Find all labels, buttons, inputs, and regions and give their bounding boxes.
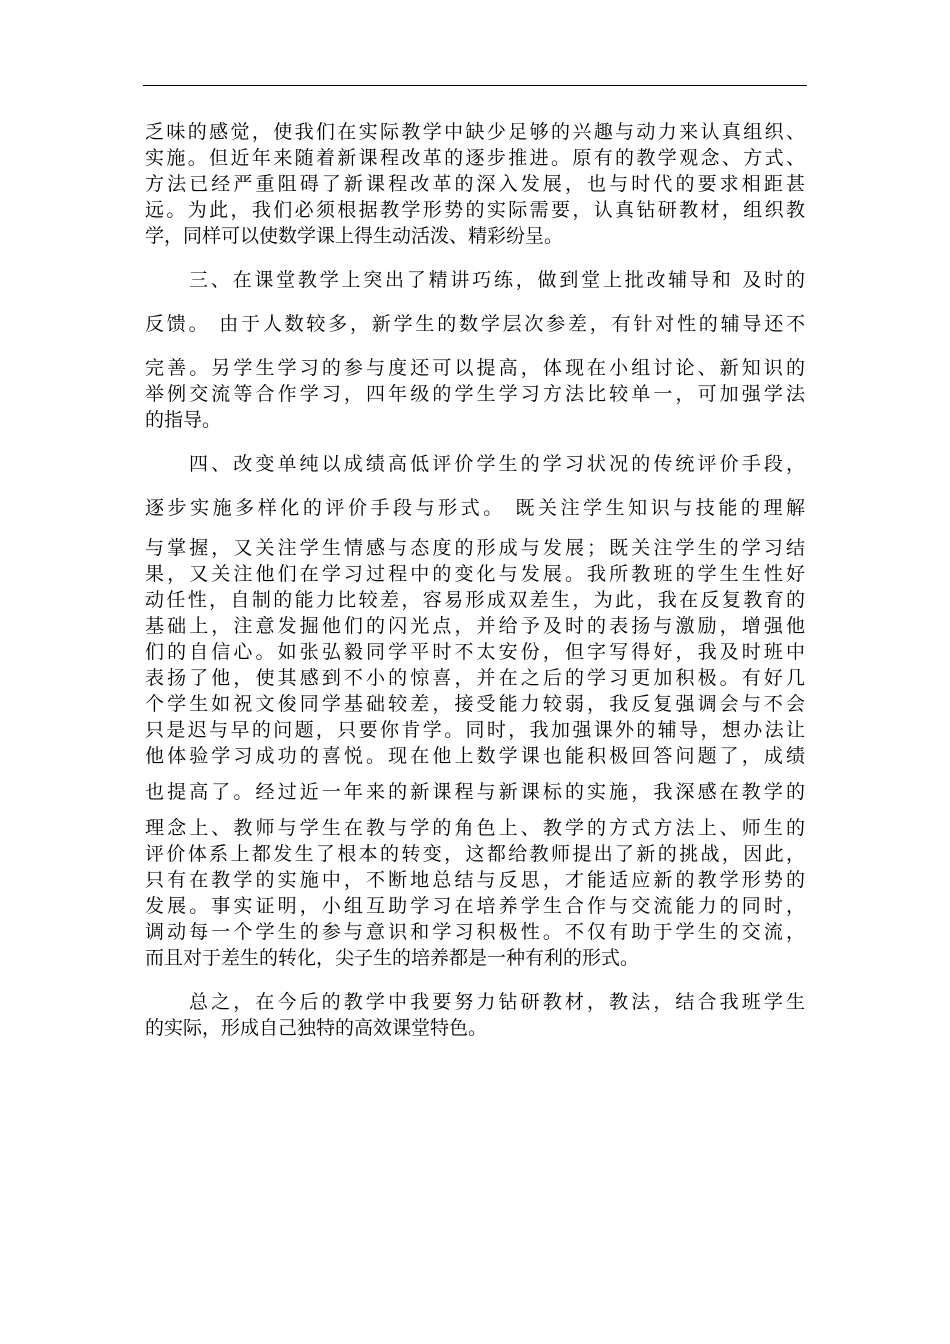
text-line: 基础上，注意发掘他们的闪光点，并给予及时的表扬与激励，增强他 (145, 615, 805, 637)
text-line: 总之，在今后的教学中我要努力钻研教材，教法，结合我班学生 (189, 991, 805, 1013)
text-line: 只有在教学的实施中，不断地总结与反思，才能适应新的教学形势的 (145, 869, 805, 891)
text-line: 表扬了他，使其感到不小的惊喜，并在之后的学习更加积极。有好几 (145, 667, 805, 689)
text-line: 调动每一个学生的参与意识和学习积极性。不仅有助于学生的交流， (145, 921, 805, 943)
text-line: 果，又关注他们在学习过程中的变化与发展。我所教班的学生生性好 (145, 563, 805, 585)
text-line: 乏味的感觉，使我们在实际教学中缺少足够的兴趣与动力来认真组织、 (145, 121, 805, 143)
header-rule (143, 85, 807, 86)
text-line: 远。为此，我们必须根据教学形势的实际需要，认真钻研教材，组织教 (145, 199, 805, 221)
text-line: 反馈。 由于人数较多，新学生的数学层次参差，有针对性的辅导还不 (145, 313, 805, 335)
text-line: 方法已经严重阻碍了新课程改革的深入发展，也与时代的要求相距甚 (145, 173, 805, 195)
text-line: 与掌握，又关注学生情感与态度的形成与发展；既关注学生的学习结 (145, 537, 805, 559)
text-line: 理念上、教师与学生在教与学的角色上、教学的方式方法上、师生的 (145, 817, 805, 839)
text-line: 个学生如祝文俊同学基础较差，接受能力较弱，我反复强调会与不会 (145, 693, 805, 715)
text-line: 逐步实施多样化的评价手段与形式。 既关注学生知识与技能的理解 (145, 497, 805, 519)
text-line: 四、改变单纯以成绩高低评价学生的学习状况的传统评价手段， (189, 453, 805, 475)
body-text (145, 119, 805, 1041)
text-line: 发展。事实证明，小组互助学习在培养学生合作与交流能力的同时， (145, 895, 805, 917)
text-line: 评价体系上都发生了根本的转变，这都给教师提出了新的挑战，因此， (145, 843, 805, 865)
text-line: 实施。但近年来随着新课程改革的逐步推进。原有的教学观念、方式、 (145, 147, 805, 169)
text-line: 完善。另学生学习的参与度还可以提高，体现在小组讨论、新知识的 (145, 357, 805, 379)
text-line: 他体验学习成功的喜悦。现在他上数学课也能积极回答问题了，成绩 (145, 745, 805, 767)
text-line: 的实际，形成自己独特的高效课堂特色。 (145, 1017, 488, 1039)
text-line: 而且对于差生的转化，尖子生的培养都是一种有利的形式。 (145, 947, 640, 969)
text-line: 们的自信心。如张弘毅同学平时不太安份，但字写得好，我及时班中 (145, 641, 805, 663)
text-line: 三、在课堂教学上突出了精讲巧练，做到堂上批改辅导和 及时的 (189, 269, 805, 291)
text-line: 举例交流等合作学习，四年级的学生学习方法比较单一，可加强学法 (145, 383, 805, 405)
text-line: 也提高了。经过近一年来的新课程与新课标的实施，我深感在教学的 (145, 781, 805, 803)
text-line: 只是迟与早的问题，只要你肯学。同时，我加强课外的辅导，想办法让 (145, 719, 805, 741)
text-line: 动任性，自制的能力比较差，容易形成双差生，为此，我在反复教育的 (145, 589, 805, 611)
text-line: 学，同样可以使数学课上得生动活泼、精彩纷呈。 (145, 225, 564, 247)
text-line: 的指导。 (145, 409, 222, 431)
